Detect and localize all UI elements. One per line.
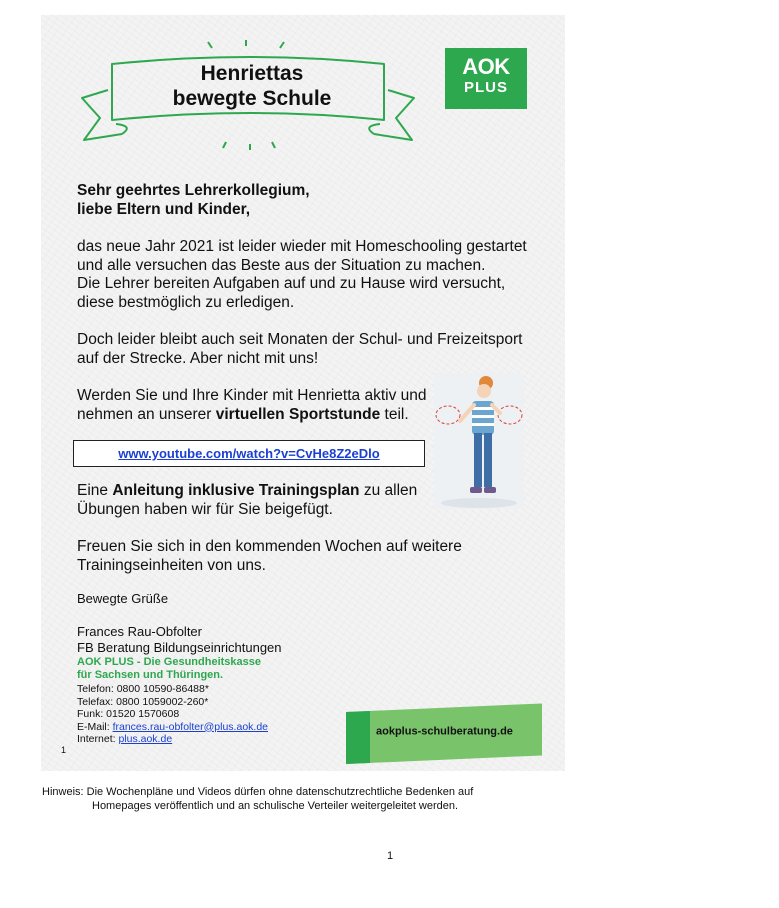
signature-name: Frances Rau-Obfolter xyxy=(77,624,202,639)
video-link[interactable]: www.youtube.com/watch?v=CvHe8Z2eDlo xyxy=(118,446,380,461)
fax: Telefax: 0800 1059002-260* xyxy=(77,695,209,708)
paragraph-1 xyxy=(77,238,527,312)
banner-title-line1: Henriettas xyxy=(200,62,304,85)
web-link[interactable]: plus.aok.de xyxy=(118,733,173,745)
web-label: Internet: xyxy=(77,733,119,745)
banner-title xyxy=(112,61,392,111)
email-row xyxy=(77,721,268,734)
henrietta-illustration xyxy=(434,373,524,509)
signature-block xyxy=(77,624,282,656)
greeting-line2: liebe Eltern und Kinder, xyxy=(77,200,251,218)
video-link-box xyxy=(73,440,425,467)
email-link[interactable]: frances.rau-obfolter@plus.aok.de xyxy=(112,720,269,733)
paragraph-2-line: Doch leider bleibt auch seit Monaten der Schul- und Freizeitsport xyxy=(77,331,523,348)
paragraph-1-line: das neue Jahr 2021 ist leider wieder mit Homeschooling gestartet xyxy=(77,238,527,255)
paragraph-3-line: Werden Sie und Ihre Kinder mit Henrietta aktiv und xyxy=(77,387,427,404)
email-label: E-Mail: xyxy=(77,720,113,733)
web-row xyxy=(77,733,268,746)
paragraph-4-line xyxy=(77,482,417,501)
text: nehmen an unserer xyxy=(77,405,216,423)
logo-line2: PLUS xyxy=(463,79,508,96)
page-number: 1 xyxy=(387,850,394,862)
paragraph-3-line xyxy=(77,406,427,425)
bold-text: virtuellen Sportstunde xyxy=(215,405,381,423)
paragraph-2-line: auf der Strecke. Aber nicht mit uns! xyxy=(77,349,319,367)
signature-department: FB Beratung Bildungseinrichtungen xyxy=(77,640,282,655)
paragraph-3 xyxy=(77,387,427,424)
paragraph-5-line: Trainingseinheiten von uns. xyxy=(77,556,266,574)
organization-line: für Sachsen und Thüringen. xyxy=(77,669,224,681)
note-line2: Homepages veröffentlich und an schulische Verteiler weitergeleitet werden. xyxy=(92,799,459,812)
sheet-page-number: 1 xyxy=(61,745,67,755)
logo-line1: AOK xyxy=(462,54,510,79)
website-tag xyxy=(346,703,542,764)
greeting-line1: Sehr geehrtes Lehrerkollegium, xyxy=(77,182,310,199)
mobile: Funk: 01520 1570608 xyxy=(77,708,180,720)
paragraph-5 xyxy=(77,538,462,575)
aok-plus-logo xyxy=(445,48,527,109)
website-tag-stripe xyxy=(346,711,370,764)
contact-details xyxy=(77,683,268,746)
phone: Telefon: 0800 10590-86488* xyxy=(77,683,209,695)
paragraph-1-line: Die Lehrer bereiten Aufgaben auf und zu Hause wird versucht, xyxy=(77,275,506,292)
paragraph-5-line: Freuen Sie sich in den kommenden Wochen auf weitere xyxy=(77,538,462,555)
bold-text: Anleitung inklusive Trainingsplan xyxy=(112,482,360,499)
paragraph-4 xyxy=(77,482,417,519)
greeting xyxy=(77,182,310,219)
organization-name xyxy=(77,656,261,682)
note-line1: Hinweis: Die Wochenpläne und Videos dürfen ohne datenschutzrechtliche Bedenken auf xyxy=(42,786,474,798)
closing: Bewegte Grüße xyxy=(77,591,169,606)
paragraph-1-line: diese bestmöglich zu erledigen. xyxy=(77,293,295,311)
paragraph-4-line: Übungen haben wir für Sie beigefügt. xyxy=(77,500,333,518)
organization-line: AOK PLUS - Die Gesundheitskasse xyxy=(77,656,261,668)
text: Eine xyxy=(77,482,113,499)
note xyxy=(42,786,473,813)
banner-title-line2: bewegte Schule xyxy=(172,87,332,110)
paragraph-1-line: und alle versuchen das Beste aus der Situation zu machen. xyxy=(77,256,486,274)
text: zu allen xyxy=(359,482,418,499)
text: teil. xyxy=(380,405,409,423)
paragraph-2 xyxy=(77,331,522,368)
website-tag-text: aokplus-schulberatung.de xyxy=(376,725,513,738)
